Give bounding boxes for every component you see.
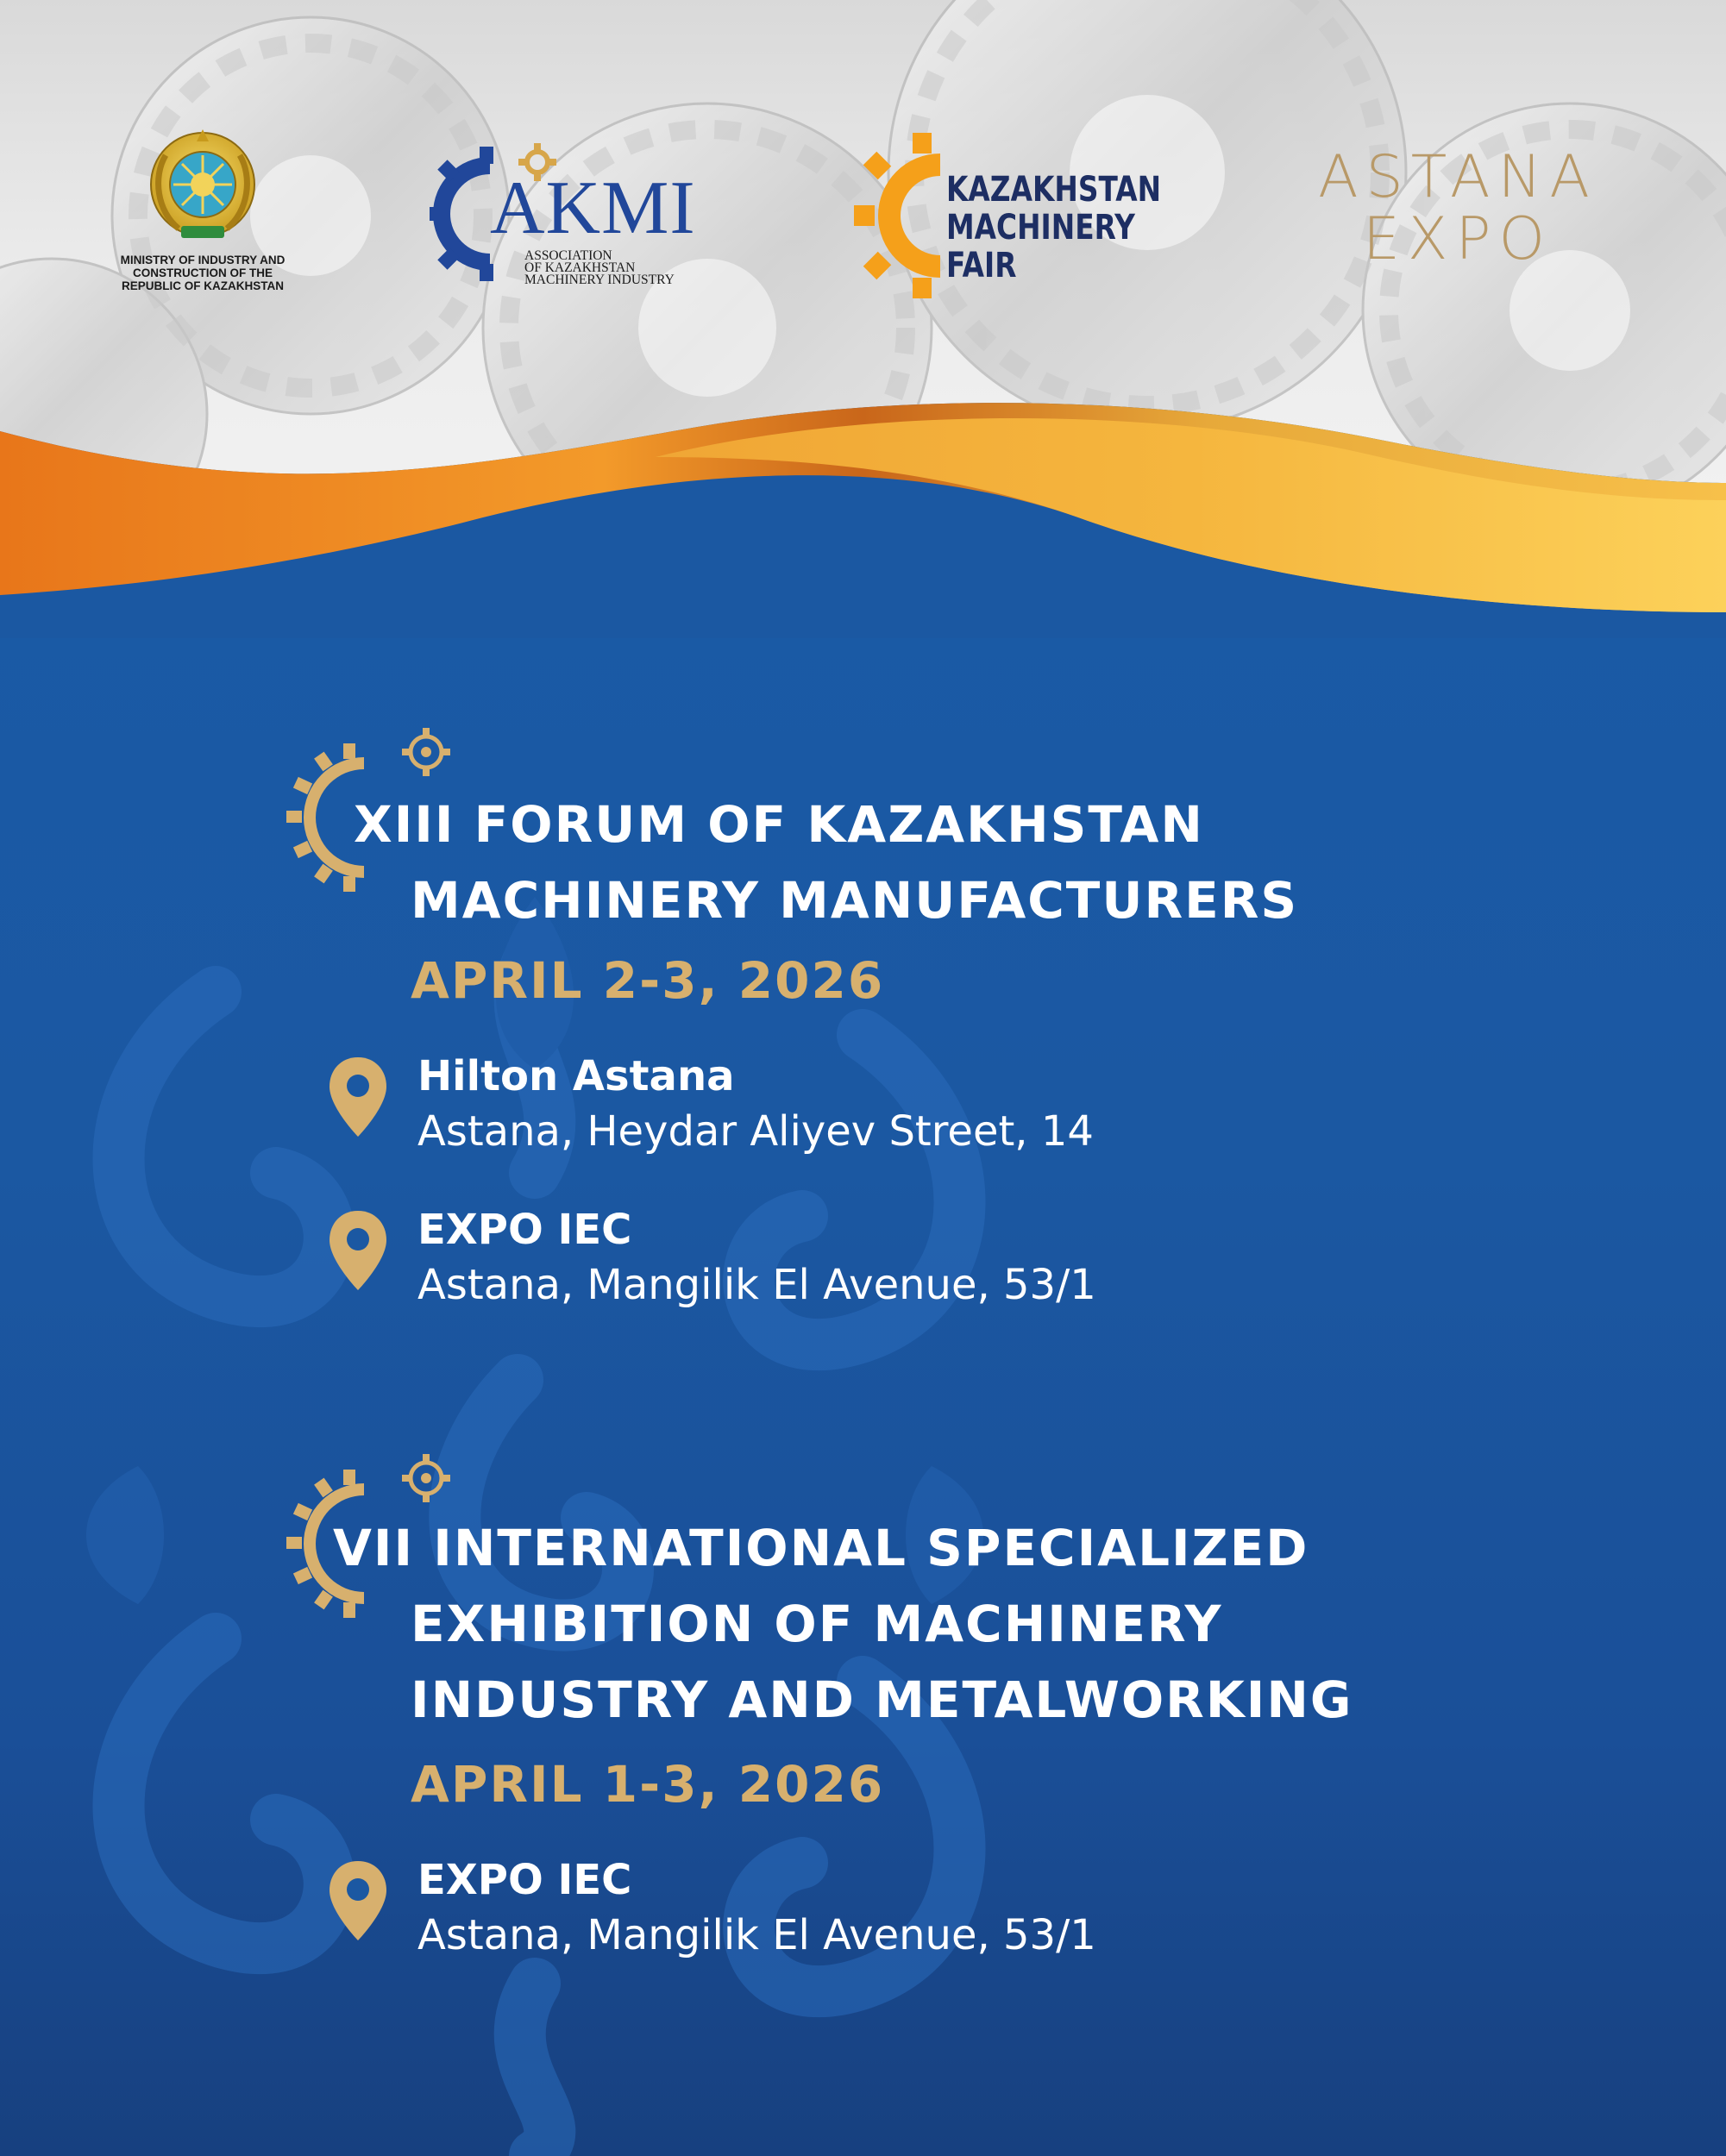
- forum-location-item: [328, 1052, 1363, 1156]
- exhibition-title-line: EXHIBITION OF MACHINERY: [411, 1595, 1223, 1653]
- kazakhstan-machinery-fair-logo: [854, 129, 1216, 302]
- location-name: EXPO IEC: [417, 1856, 632, 1904]
- location-pin-icon: [328, 1209, 388, 1292]
- akmi-wordmark: AKMI: [490, 166, 696, 250]
- ministry-name: MINISTRY OF INDUSTRY AND CONSTRUCTION OF THE REPUBLIC OF KAZAKHSTAN: [120, 254, 286, 292]
- gear-icon: [854, 129, 949, 302]
- ministry-logo: [99, 129, 306, 292]
- location-address: Astana, Mangilik El Avenue, 53/1: [417, 1261, 1096, 1309]
- location-pin-icon: [328, 1859, 388, 1942]
- exhibition-location-item: [328, 1856, 1363, 1959]
- exhibition-title-line: INDUSTRY AND METALWORKING: [411, 1670, 1353, 1729]
- kmf-name: KAZAKHSTAN MACHINERY FAIR: [946, 170, 1162, 285]
- forum-location-item: [328, 1206, 1363, 1309]
- akmi-subtitle: ASSOCIATION OF KAZAKHSTAN MACHINERY INDUSTRY: [524, 248, 675, 287]
- forum-date: APRIL 2-3, 2026: [411, 951, 885, 1010]
- forum-title: [354, 795, 1299, 930]
- location-pin-icon: [328, 1056, 388, 1138]
- orange-gold-wave: [0, 379, 1726, 638]
- forum-title-line: MACHINERY MANUFACTURERS: [411, 871, 1299, 930]
- akmi-logo: [430, 131, 714, 304]
- exhibition-title: [333, 1519, 1353, 1729]
- location-name: Hilton Astana: [417, 1052, 735, 1100]
- state-emblem-icon: [148, 129, 257, 245]
- astana-expo-logo: [1285, 143, 1630, 293]
- astana-expo-line2: EXPO: [1362, 205, 1553, 273]
- exhibition-date: APRIL 1-3, 2026: [411, 1755, 885, 1814]
- location-address: Astana, Heydar Aliyev Street, 14: [417, 1107, 1094, 1156]
- location-name: EXPO IEC: [417, 1206, 632, 1254]
- location-address: Astana, Mangilik El Avenue, 53/1: [417, 1911, 1096, 1959]
- forum-title-line: XIII FORUM OF KAZAKHSTAN: [354, 795, 1204, 854]
- exhibition-title-line: VII INTERNATIONAL SPECIALIZED: [333, 1519, 1309, 1577]
- astana-expo-line1: ASTANA: [1318, 143, 1597, 211]
